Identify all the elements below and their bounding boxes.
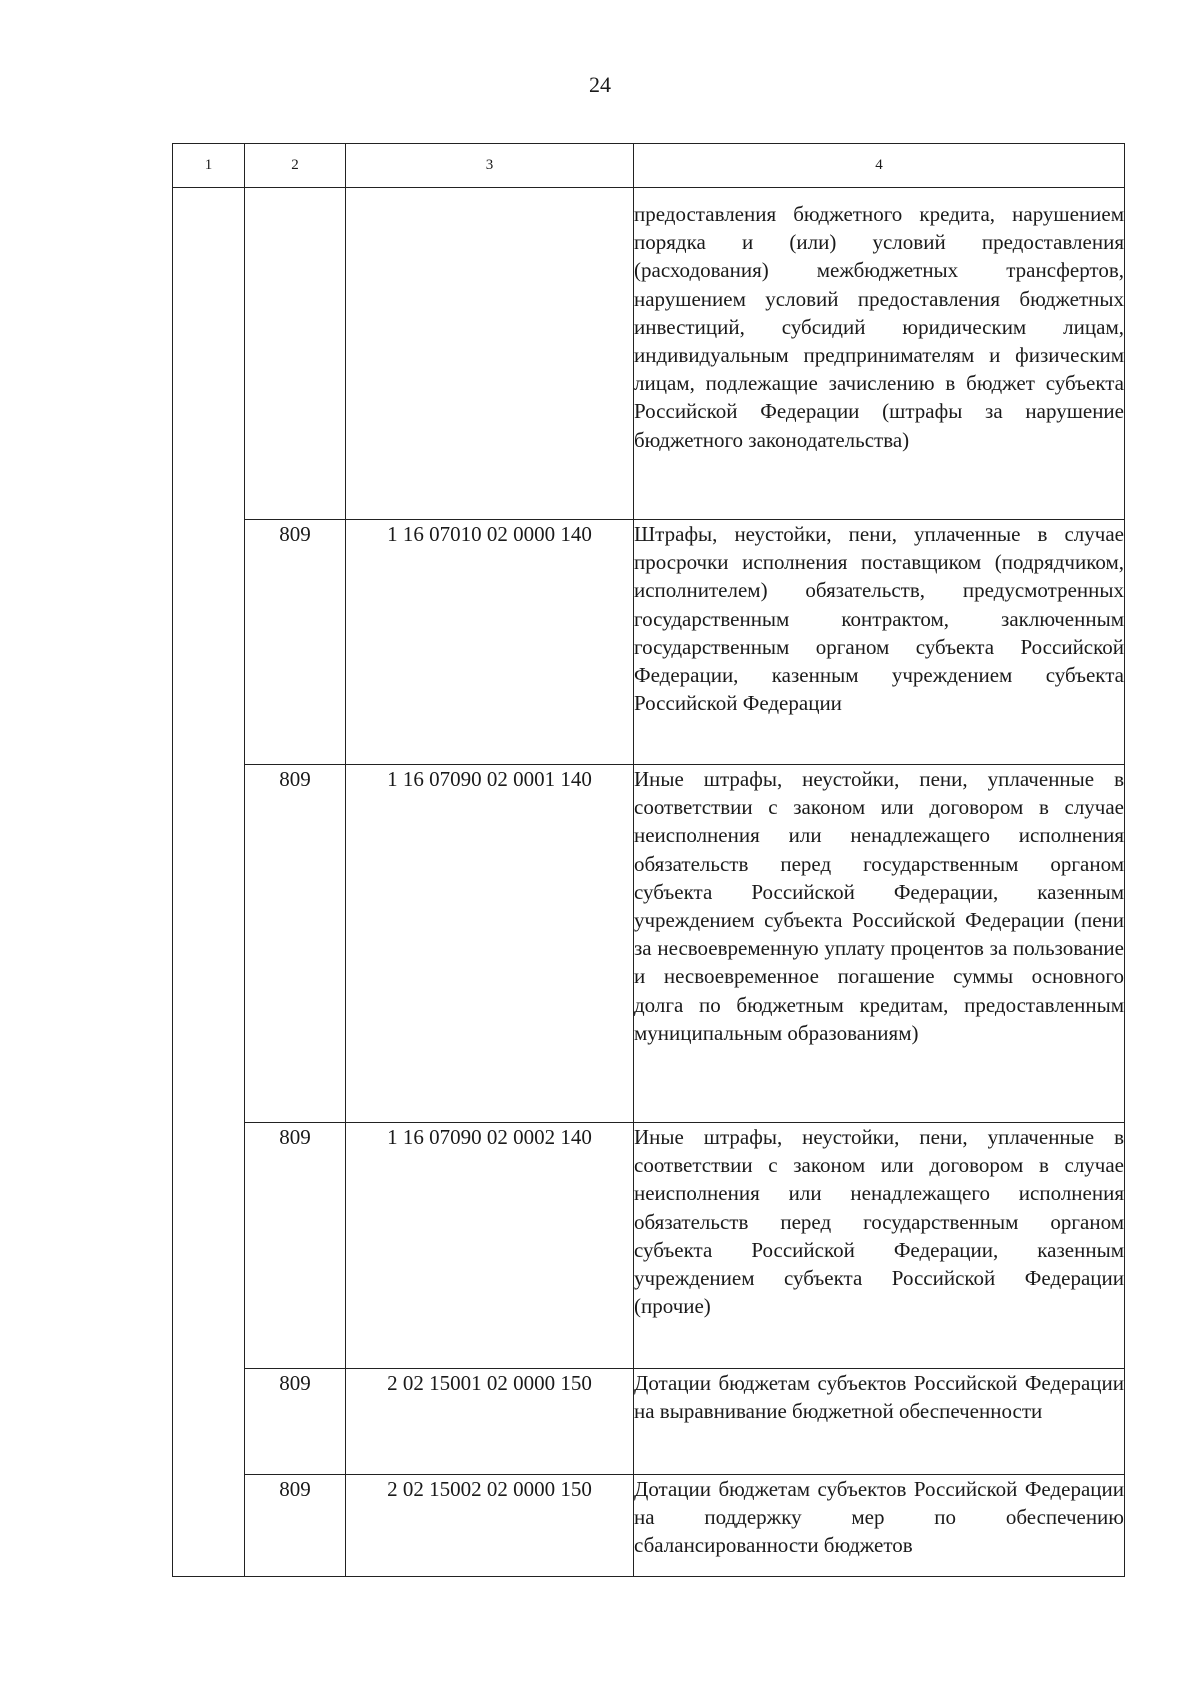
table-row-continuation xyxy=(173,188,1125,520)
table-row xyxy=(173,1123,1125,1369)
description-cell: Дотации бюджетам субъектов Российской Федерации на выравнивание бюджетной обеспеченности xyxy=(634,1369,1125,1475)
budget-code-cell: 1 16 07010 02 0000 140 xyxy=(346,520,634,765)
admin-code-cell: 809 xyxy=(245,765,346,1123)
column-header-1: 1 xyxy=(173,144,245,188)
description-cell: Иные штрафы, неустойки, пени, уплаченные в соответствии с законом или договором в случае неисполнения или ненадлежащего исполнения обязательств перед государственным органом субъекта Российской Федерации, казенным учреждением субъекта Российской Федерации (прочие) xyxy=(634,1123,1125,1369)
admin-code-cell: 809 xyxy=(245,520,346,765)
budget-code-cell: 1 16 07090 02 0001 140 xyxy=(346,765,634,1123)
column-header-2: 2 xyxy=(245,144,346,188)
admin-code-cell: 809 xyxy=(245,1475,346,1577)
budget-code-cell: 2 02 15002 02 0000 150 xyxy=(346,1475,634,1577)
budget-code-cell: 1 16 07090 02 0002 140 xyxy=(346,1123,634,1369)
admin-code-cell: 809 xyxy=(245,1123,346,1369)
budget-revenue-table xyxy=(172,143,1125,1577)
column-header-3: 3 xyxy=(346,144,634,188)
budget-code-cell xyxy=(346,188,634,520)
table-header-row xyxy=(173,144,1125,188)
description-cell: Иные штрафы, неустойки, пени, уплаченные в соответствии с законом или договором в случае неисполнения или ненадлежащего исполнения обязательств перед государственным органом субъекта Российской Федерации, казенным учреждением субъекта Российской Федерации (пени за несвоевременную уплату процентов за пользование и несвоевременное погашение суммы основного долга по бюджетным кредитам, предоставленным муниципальным образованиям) xyxy=(634,765,1125,1123)
budget-code-cell: 2 02 15001 02 0000 150 xyxy=(346,1369,634,1475)
description-cell: Дотации бюджетам субъектов Российской Федерации на поддержку мер по обеспечению сбалансированности бюджетов xyxy=(634,1475,1125,1577)
admin-code-cell: 809 xyxy=(245,1369,346,1475)
description-cell: предоставления бюджетного кредита, нарушением порядка и (или) условий предоставления (расходования) межбюджетных трансфертов, нарушением условий предоставления бюджетных инвестиций, субсидий юридическим лицам, индивидуальным предпринимателям и физическим лицам, подлежащие зачислению в бюджет субъекта Российской Федерации (штрафы за нарушение бюджетного законодательства) xyxy=(634,188,1125,520)
column-1-cell xyxy=(173,188,245,1577)
column-header-4: 4 xyxy=(634,144,1125,188)
description-cell: Штрафы, неустойки, пени, уплаченные в случае просрочки исполнения поставщиком (подрядчиком, исполнителем) обязательств, предусмотренных государственным контрактом, заключенным государственным органом субъекта Российской Федерации, казенным учреждением субъекта Российской Федерации xyxy=(634,520,1125,765)
table-row xyxy=(173,765,1125,1123)
table-row xyxy=(173,1475,1125,1577)
admin-code-cell xyxy=(245,188,346,520)
table-row xyxy=(173,520,1125,765)
table-row xyxy=(173,1369,1125,1475)
page-number: 24 xyxy=(589,72,611,97)
